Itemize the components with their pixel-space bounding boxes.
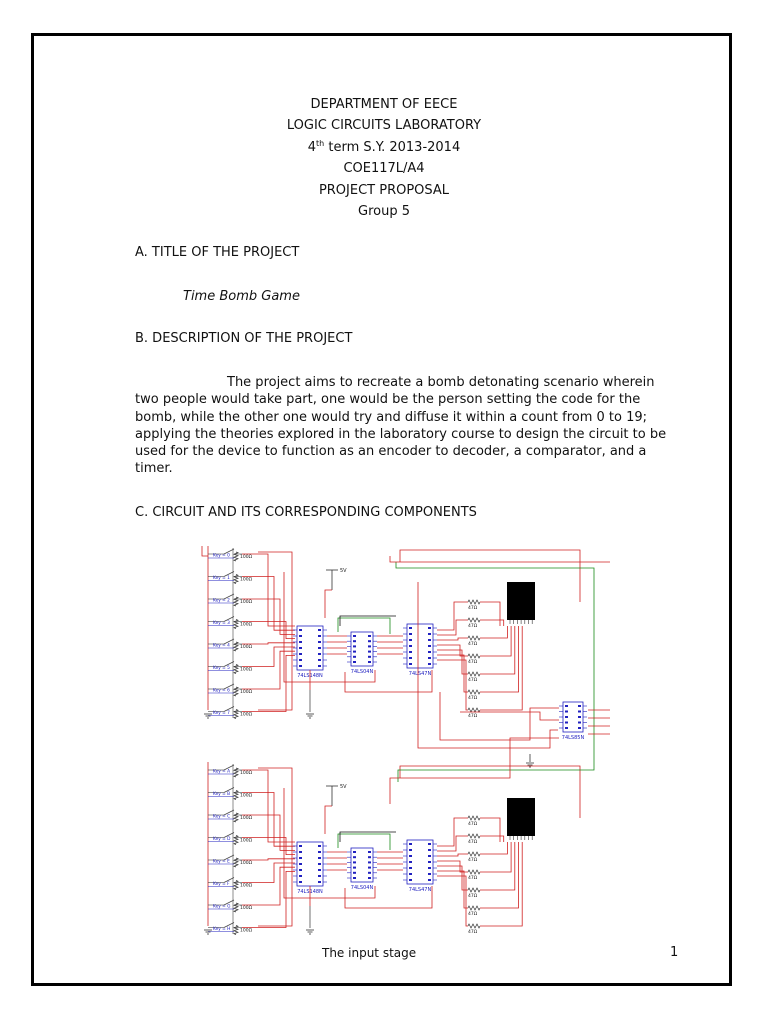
ic-pin-label [409,855,412,857]
ic-pin-label [299,845,302,847]
ic-pin-label [368,872,371,874]
resistor-value: 47Ω [468,876,478,881]
document-type: PROJECT PROPOSAL [318,182,450,198]
ic-pin-label [318,659,321,661]
ic-pin-label [299,647,302,649]
segment-wire [480,626,511,656]
ic-pin-label [299,629,302,631]
circuit-shared-wiring [202,546,610,804]
segment-wire [437,638,468,640]
seven-segment-display [507,582,535,620]
ic-pin-label [368,661,371,663]
ic-pin-label [299,863,302,865]
resistor-value: 47Ω [468,678,478,683]
section-c-heading: C. CIRCUIT AND ITS CORRESPONDING COMPONENTS [135,505,477,520]
ic-pin-label [428,663,431,665]
power-wire [325,806,332,834]
ic-pin-label [318,869,321,871]
resistor-value: 47Ω [468,930,478,935]
ic-pin-label [318,863,321,865]
resistor-value: 100Ω [240,838,253,844]
segment-wire [480,842,522,926]
bus-wire [400,766,580,818]
resistor-symbol [468,708,480,712]
key-label: Key = F [213,882,230,887]
circuit-top-stage [204,546,580,719]
chip-label: 74LS85N [561,735,585,741]
resistor-value: 100Ω [240,712,253,718]
resistor-symbol [468,816,480,820]
bus-wire [390,556,610,562]
power-wire [325,590,332,618]
ic-pin-label [409,657,412,659]
ic-pin-label [428,879,431,881]
resistor-symbol [468,924,480,928]
ic-pin-label [318,635,321,637]
ic-pin-label [299,851,302,853]
ic-pin-label [318,845,321,847]
resistor-value: 47Ω [468,696,478,701]
ic-pin-label [409,861,412,863]
segment-wire [480,626,507,638]
description-line: used for the device to function as an encoder to decoder, a comparator, and a [135,444,647,460]
key-label: Key = 1 [213,576,230,581]
term-line [0,137,768,158]
resistor-value: 100Ω [240,906,253,911]
ic-pin-label [299,857,302,859]
description-paragraph [135,374,667,478]
resistor-value: 100Ω [240,928,253,934]
circuit-diagram [200,542,610,940]
signal-wire [242,655,295,711]
segment-wire [480,842,507,854]
bus-wire [202,546,208,556]
ic-pin-label [299,653,302,655]
resistor-value: 47Ω [468,624,478,629]
resistor-symbol [234,687,238,696]
ic-pin-label [353,651,356,653]
ic-pin-label [409,663,412,665]
resistor-symbol [234,926,238,935]
ic-chip [351,848,373,882]
ic-pin-label [318,641,321,643]
segment-wire [480,626,519,692]
ic-pin-label [428,627,431,629]
segment-wire [437,650,468,674]
resistor-symbol [468,618,480,622]
chip-label: 74LS47N [408,671,432,677]
bus-wire [440,692,559,740]
signal-wire [242,770,295,842]
resistor-value: 100Ω [240,883,253,889]
ic-pin-label [409,645,412,647]
ic-pin-label [368,856,371,858]
term-suffix: th [316,138,325,148]
control-wire [338,618,390,634]
bus-wire [284,572,375,682]
resistor-symbol [234,813,238,822]
key-label: Key = 2 [213,598,230,604]
resistor-value: 47Ω [468,840,478,845]
ic-pin-label [578,705,581,707]
ic-pin-label [353,867,356,869]
ic-pin-label [318,665,321,667]
segment-wire [480,842,519,908]
ic-pin-label [409,627,412,629]
segment-wire [437,660,468,710]
ic-pin-label [409,849,412,851]
resistor-value: 47Ω [468,894,478,899]
ic-pin-label [368,877,371,879]
supply-label: 5V [340,784,347,790]
control-wire [340,616,396,626]
resistor-symbol [234,552,238,561]
ic-pin-label [409,651,412,653]
ic-pin-label [299,659,302,661]
resistor-symbol [234,791,238,800]
ic-pin-label [299,881,302,883]
key-label: Key = B [213,792,231,797]
ic-pin-label [565,711,568,713]
resistor-value: 100Ω [240,690,253,695]
ic-pin-label [353,877,356,879]
key-label: Key = E [213,859,230,865]
signal-wire [242,859,295,860]
segment-wire [480,626,515,674]
key-label: Key = 7 [213,711,230,716]
segment-wire [437,620,468,635]
resistor-symbol [234,620,238,629]
segment-wire [437,836,468,851]
resistor-value: 100Ω [240,816,253,821]
seven-segment-display [507,798,535,836]
description-line: two people would take part, one would be the person setting the code for the [135,392,641,408]
segment-wire [437,871,468,908]
chip-label: 74LS47N [408,887,432,893]
signal-wire [242,554,295,626]
resistor-value: 47Ω [468,714,478,719]
ic-pin-label [409,639,412,641]
resistor-symbol [468,906,480,910]
ic-pin-label [353,640,356,642]
ic-pin-label [299,875,302,877]
ic-pin-label [428,855,431,857]
bus-wire [258,768,292,926]
ic-pin-label [353,872,356,874]
resistor-symbol [468,888,480,892]
resistor-symbol [234,903,238,912]
segment-wire [437,876,468,926]
ic-pin-label [428,633,431,635]
ic-pin-label [368,635,371,637]
ic-pin-label [409,873,412,875]
ic-pin-label [428,861,431,863]
resistor-value: 47Ω [468,912,478,917]
ic-pin-label [409,879,412,881]
chip-label: 74LS04N [350,669,374,675]
supply-label: 5V [340,568,347,574]
ic-pin-label [299,641,302,643]
resistor-value: 47Ω [468,822,478,827]
project-title: Time Bomb Game [183,289,300,304]
department-line: DEPARTMENT OF EECE [310,97,458,112]
resistor-value: 47Ω [468,660,478,665]
resistor-symbol [468,654,480,658]
ic-pin-label [299,869,302,871]
segment-wire [480,626,522,710]
laboratory-line: LOGIC CIRCUITS LABORATORY [286,118,482,134]
ic-pin-label [353,851,356,853]
ic-pin-label [353,661,356,663]
ic-pin-label [353,645,356,647]
ic-pin-label [428,843,431,845]
ic-pin-label [368,651,371,653]
key-label: Key = 3 [213,621,230,626]
resistor-value: 100Ω [240,667,253,673]
ic-pin-label [428,639,431,641]
signal-wire [242,871,295,927]
key-label: Key = H [213,927,231,932]
key-label: Key = A [213,769,231,775]
signal-wire [242,643,295,644]
segment-wire [437,854,468,856]
key-label: Key = C [213,814,231,820]
ic-pin-label [318,857,321,859]
resistor-symbol [468,636,480,640]
control-wire [340,832,396,842]
document-header [0,94,768,222]
segment-wire [480,842,515,890]
chip-label: 74LS148N [297,889,323,895]
ic-chip [351,632,373,666]
resistor-symbol [234,665,238,674]
ic-pin-label [353,856,356,858]
key-label: Key = 5 [213,666,230,671]
page-number: 1 [670,945,679,960]
description-line: timer. [135,461,173,477]
figure-caption: The input stage [322,946,417,960]
key-label: Key = 6 [213,688,230,694]
chip-label: 74LS148N [297,673,323,679]
resistor-symbol [234,597,238,606]
segment-wire [480,818,500,842]
segment-wire [437,818,468,846]
ic-pin-label [368,656,371,658]
segment-wire [437,866,468,890]
resistor-symbol [234,575,238,584]
ic-pin-label [409,867,412,869]
ic-pin-label [368,645,371,647]
resistor-value: 100Ω [240,577,253,583]
resistor-value: 100Ω [240,861,253,866]
segment-wire [480,842,511,872]
key-label: Key = 0 [213,553,230,559]
ic-pin-label [368,867,371,869]
resistor-symbol [234,881,238,890]
resistor-value: 100Ω [240,771,253,776]
description-line: The project aims to recreate a bomb detonating scenario wherein [227,375,655,390]
section-b-heading: B. DESCRIPTION OF THE PROJECT [135,331,353,346]
segment-wire [437,602,468,630]
bus-wire [284,788,375,898]
description-line: applying the theories explored in the laboratory course to design the circuit to be [135,426,667,442]
ic-pin-label [565,716,568,718]
resistor-value: 100Ω [240,600,253,605]
resistor-symbol [234,768,238,777]
resistor-value: 47Ω [468,606,478,611]
resistor-symbol [234,710,238,719]
segment-wire [437,645,468,656]
ic-pin-label [353,635,356,637]
ic-pin-label [318,851,321,853]
resistor-symbol [468,672,480,676]
segment-wire [437,655,468,692]
ic-pin-label [318,881,321,883]
bus-wire [400,550,580,602]
ic-pin-label [368,640,371,642]
segment-wire [437,861,468,872]
ic-pin-label [318,875,321,877]
ic-pin-label [428,867,431,869]
ic-pin-label [565,705,568,707]
ic-pin-label [368,851,371,853]
ic-pin-label [299,665,302,667]
ic-pin-label [353,861,356,863]
chip-label: 74LS04N [350,885,374,891]
circuit-bottom-stage [204,762,580,935]
ic-pin-label [409,843,412,845]
ic-pin-label [318,653,321,655]
resistor-symbol [468,852,480,856]
control-wire [338,834,390,850]
resistor-value: 47Ω [468,642,478,647]
course-code: COE117L/A4 [343,161,425,177]
ic-pin-label [318,647,321,649]
ic-pin-label [353,656,356,658]
resistor-value: 100Ω [240,622,253,628]
ic-pin-label [578,727,581,729]
resistor-value: 100Ω [240,645,253,650]
key-label: Key = 4 [213,643,230,649]
resistor-value: 100Ω [240,555,253,560]
ic-pin-label [428,645,431,647]
resistor-value: 47Ω [468,858,478,863]
bus-wire [418,582,558,748]
ic-pin-label [428,873,431,875]
resistor-symbol [468,870,480,874]
term-text: term S.Y. 2013-2014 [324,139,461,155]
description-line: bomb, while the other one would try and diffuse it within a count from 0 to 19; [135,409,648,425]
resistor-value: 100Ω [240,793,253,799]
ic-pin-label [428,849,431,851]
key-label: Key = D [213,837,231,842]
resistor-symbol [468,690,480,694]
term-number: 4 [307,139,317,155]
section-a-heading: A. TITLE OF THE PROJECT [135,245,300,260]
ic-pin-label [368,861,371,863]
ic-pin-label [578,722,581,724]
ic-pin-label [565,722,568,724]
resistor-symbol [234,836,238,845]
ic-pin-label [578,711,581,713]
group-label: Group 5 [358,204,410,220]
ic-pin-label [428,651,431,653]
ic-pin-label [318,629,321,631]
resistor-symbol [468,834,480,838]
ic-pin-label [565,727,568,729]
ic-pin-label [428,657,431,659]
ic-pin-label [299,635,302,637]
key-label: Key = G [213,904,231,910]
resistor-symbol [234,642,238,651]
ic-pin-label [409,633,412,635]
bus-wire [258,552,292,710]
segment-wire [480,602,500,626]
resistor-symbol [234,858,238,867]
ic-pin-label [578,716,581,718]
resistor-symbol [468,600,480,604]
